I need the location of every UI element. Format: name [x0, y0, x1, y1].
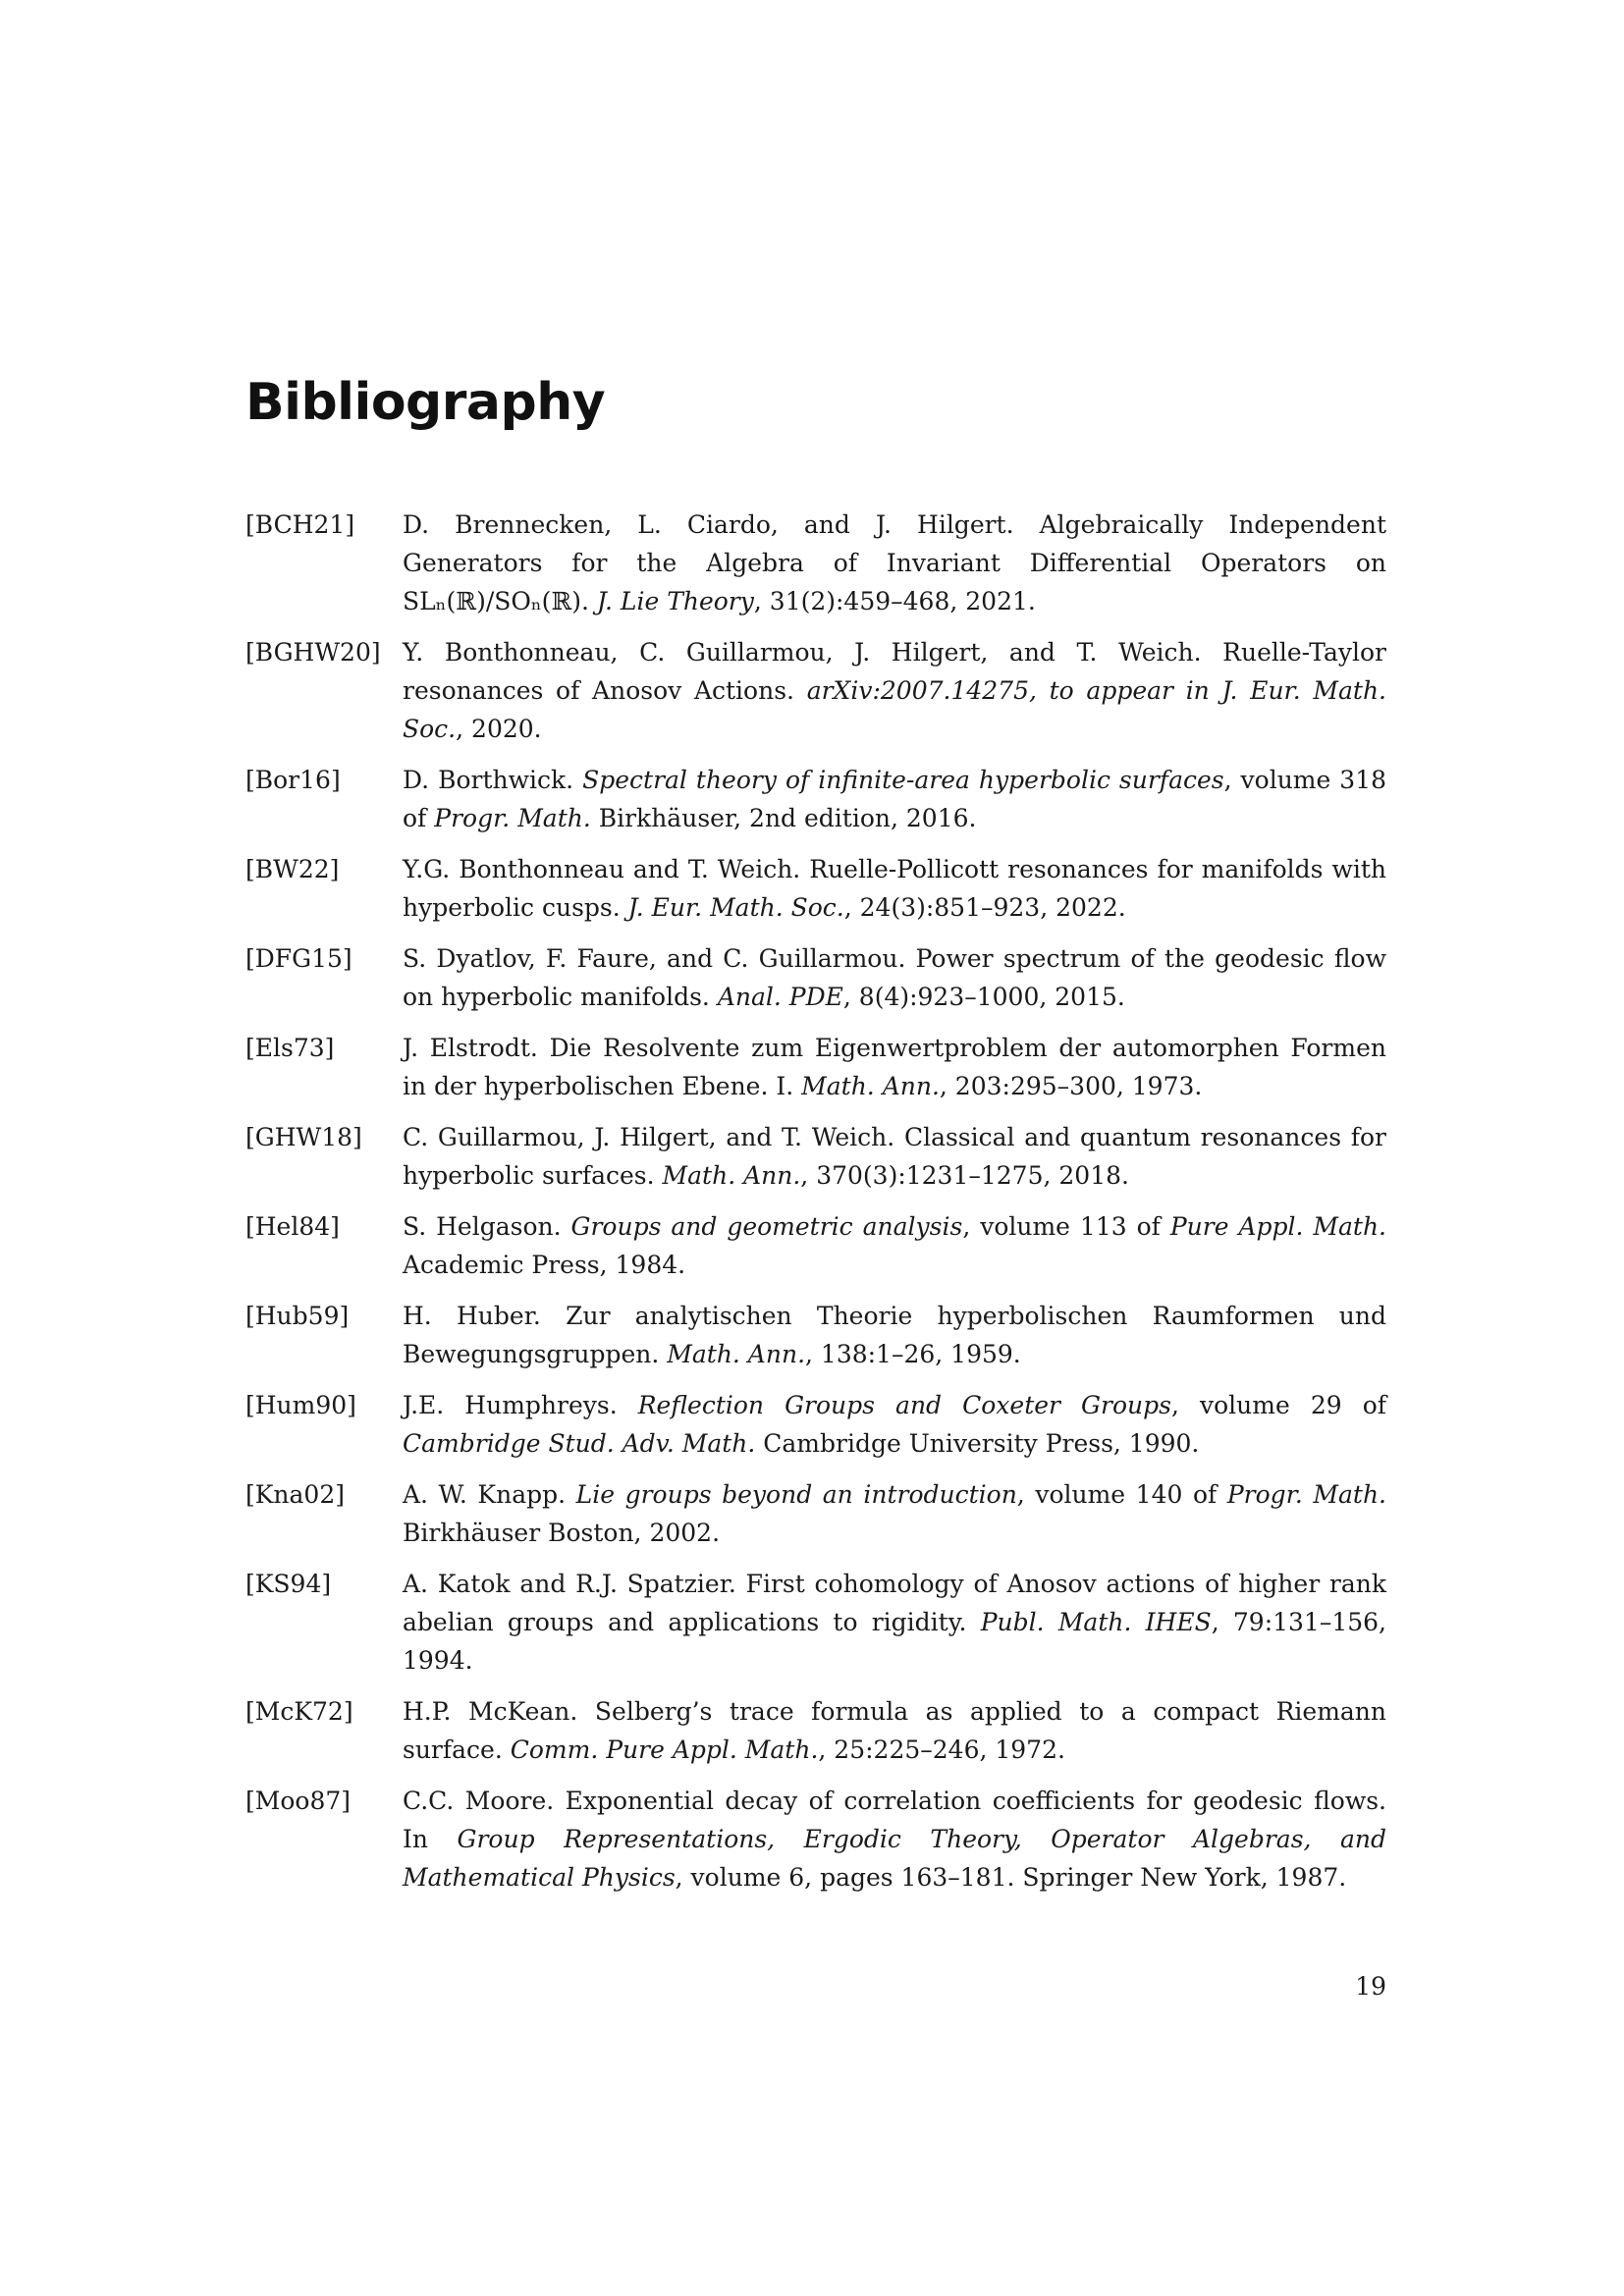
bib-citation — [403, 1475, 1386, 1552]
bib-venue: arXiv:2007.14275, to appear in J. Eur. Math. Soc. — [403, 676, 1386, 743]
bib-venue: Progr. Math. — [434, 804, 591, 832]
bib-key: [BGHW20] — [245, 638, 381, 667]
bib-citation — [403, 1297, 1386, 1373]
bib-entry — [245, 1207, 1386, 1284]
bib-entry — [245, 633, 1386, 748]
bib-authors: Y. Bonthonneau, C. Guillarmou, J. Hilgert, and T. Weich. — [403, 638, 1202, 667]
bib-key: [Bor16] — [245, 766, 341, 794]
bib-key: [Kna02] — [245, 1480, 346, 1509]
bib-citation — [403, 1386, 1386, 1463]
bib-authors: D. Borthwick. — [403, 766, 574, 794]
bib-title: Exponential decay of correlation coefficients for geodesic flows. In — [403, 1787, 1386, 1853]
bib-authors: A. W. Knapp. — [403, 1480, 567, 1509]
bib-details: , 79:131–156, 1994. — [403, 1608, 1386, 1675]
bib-details: , volume 6, pages 163–181. Springer New York, 1987. — [675, 1863, 1347, 1892]
bib-key: [DFG15] — [245, 944, 352, 973]
bib-venue: Comm. Pure Appl. Math. — [510, 1735, 819, 1764]
bib-authors: H. Huber. — [403, 1302, 541, 1330]
bib-key: [Hub59] — [245, 1302, 350, 1330]
bib-key: [Hum90] — [245, 1391, 356, 1419]
bib-venue: Publ. Math. IHES — [980, 1608, 1212, 1636]
bib-key: [Moo87] — [245, 1787, 352, 1815]
bib-authors: Y.G. Bonthonneau and T. Weich. — [403, 855, 801, 883]
bib-citation — [403, 1565, 1386, 1680]
bib-title: Die Resolvente zum Eigenwertproblem der automorphen Formen in der hyperbolischen Ebene. I. — [403, 1034, 1386, 1100]
bib-key: [McK72] — [245, 1697, 353, 1726]
bib-key: [GHW18] — [245, 1123, 362, 1151]
bib-venue: Math. Ann. — [667, 1340, 806, 1368]
bib-mid: , volume 113 of — [962, 1212, 1170, 1241]
bib-mid: , volume 318 of — [403, 766, 1387, 832]
bib-title: Power spectrum of the geodesic flow on hyperbolic manifolds. — [403, 944, 1386, 1011]
bib-entry — [245, 1118, 1386, 1195]
bib-key: [Hel84] — [245, 1212, 340, 1241]
bib-entry — [245, 1692, 1386, 1769]
bib-key: [BCH21] — [245, 510, 355, 539]
bib-details: , 203:295–300, 1973. — [939, 1072, 1203, 1100]
bib-details: , 138:1–26, 1959. — [805, 1340, 1021, 1368]
bib-citation — [403, 506, 1386, 620]
bib-entry — [245, 939, 1386, 1016]
bib-details: Birkhäuser Boston, 2002. — [403, 1519, 721, 1547]
bib-details: , 8(4):923–1000, 2015. — [842, 983, 1125, 1011]
bib-key: [KS94] — [245, 1570, 332, 1598]
bib-details: , 2020. — [456, 715, 542, 743]
bib-title: Spectral theory of infinite-area hyperbolic surfaces — [582, 766, 1224, 794]
bib-authors: C.C. Moore. — [403, 1787, 555, 1815]
bib-authors: S. Dyatlov, F. Faure, and C. Guillarmou. — [403, 944, 906, 973]
bib-entry — [245, 761, 1386, 837]
bib-entry — [245, 1475, 1386, 1552]
bib-details: , 25:225–246, 1972. — [818, 1735, 1065, 1764]
bib-venue: Cambridge Stud. Adv. Math. — [403, 1429, 756, 1458]
bib-authors: A. Katok and R.J. Spatzier. — [403, 1570, 736, 1598]
bib-entry — [245, 850, 1386, 927]
bib-venue: Math. Ann. — [801, 1072, 940, 1100]
bib-venue: Group Representations, Ergodic Theory, Operator Algebras, and Mathematical Physics — [403, 1825, 1386, 1892]
bib-citation — [403, 761, 1386, 837]
bib-citation — [403, 1692, 1386, 1769]
bib-title: Zur analytischen Theorie hyperbolischen Raumformen und Bewegungsgruppen. — [403, 1302, 1386, 1368]
bib-citation — [403, 633, 1386, 748]
page-title: Bibliography — [245, 373, 606, 432]
bib-citation — [403, 850, 1386, 927]
bib-title: Classical and quantum resonances for hyperbolic surfaces. — [403, 1123, 1386, 1190]
bib-entry — [245, 1386, 1386, 1463]
page-number: 19 — [1355, 1972, 1386, 2001]
bib-citation — [403, 1207, 1386, 1284]
bib-title: Selberg’s trace formula as applied to a compact Riemann surface. — [403, 1697, 1387, 1764]
bib-authors: S. Helgason. — [403, 1212, 562, 1241]
bib-key: [Els73] — [245, 1034, 335, 1062]
bib-title: First cohomology of Anosov actions of higher rank abelian groups and applications to rigidity. — [403, 1570, 1387, 1636]
bib-details: , 24(3):851–923, 2022. — [843, 893, 1126, 922]
bib-title: Lie groups beyond an introduction — [575, 1480, 1017, 1509]
bib-title: Ruelle-Pollicott resonances for manifolds with hyperbolic cusps. — [403, 855, 1386, 922]
bib-details: Academic Press, 1984. — [403, 1251, 686, 1279]
bib-title: Groups and geometric analysis — [570, 1212, 963, 1241]
bib-title: Reflection Groups and Coxeter Groups — [637, 1391, 1171, 1419]
bib-venue: J. Eur. Math. Soc. — [627, 893, 844, 922]
bib-title: Algebraically Independent Generators for the Algebra of Invariant Differential Operators on SLₙ(ℝ)/SOₙ(ℝ). — [403, 510, 1386, 615]
bib-authors: J. Elstrodt. — [403, 1034, 538, 1062]
bib-entry — [245, 1297, 1386, 1373]
bib-venue: Pure Appl. Math. — [1169, 1212, 1387, 1241]
bib-details: Cambridge University Press, 1990. — [755, 1429, 1200, 1458]
bib-authors: J.E. Humphreys. — [403, 1391, 618, 1419]
bibliography-list — [245, 506, 1386, 1909]
bib-citation — [403, 1118, 1386, 1195]
bib-mid: , volume 29 of — [1170, 1391, 1386, 1419]
bib-citation — [403, 1782, 1386, 1896]
bib-venue: Math. Ann. — [662, 1161, 801, 1190]
bib-details: , 31(2):459–468, 2021. — [753, 587, 1036, 615]
bib-venue: Progr. Math. — [1226, 1480, 1386, 1509]
bib-venue: J. Lie Theory — [596, 587, 754, 615]
bib-entry — [245, 1782, 1386, 1896]
bib-mid: , volume 140 of — [1016, 1480, 1227, 1509]
bib-details: , 370(3):1231–1275, 2018. — [800, 1161, 1129, 1190]
bib-citation — [403, 939, 1386, 1016]
bib-authors: C. Guillarmou, J. Hilgert, and T. Weich. — [403, 1123, 895, 1151]
bib-citation — [403, 1029, 1386, 1105]
bib-title: Ruelle-Taylor resonances of Anosov Actions. — [403, 638, 1386, 705]
bib-key: [BW22] — [245, 855, 340, 883]
bib-entry — [245, 506, 1386, 620]
bib-authors: D. Brennecken, L. Ciardo, and J. Hilgert. — [403, 510, 1014, 539]
bib-entry — [245, 1565, 1386, 1680]
bib-entry — [245, 1029, 1386, 1105]
bib-venue: Anal. PDE — [717, 983, 843, 1011]
bib-authors: H.P. McKean. — [403, 1697, 578, 1726]
bib-details: Birkhäuser, 2nd edition, 2016. — [590, 804, 977, 832]
